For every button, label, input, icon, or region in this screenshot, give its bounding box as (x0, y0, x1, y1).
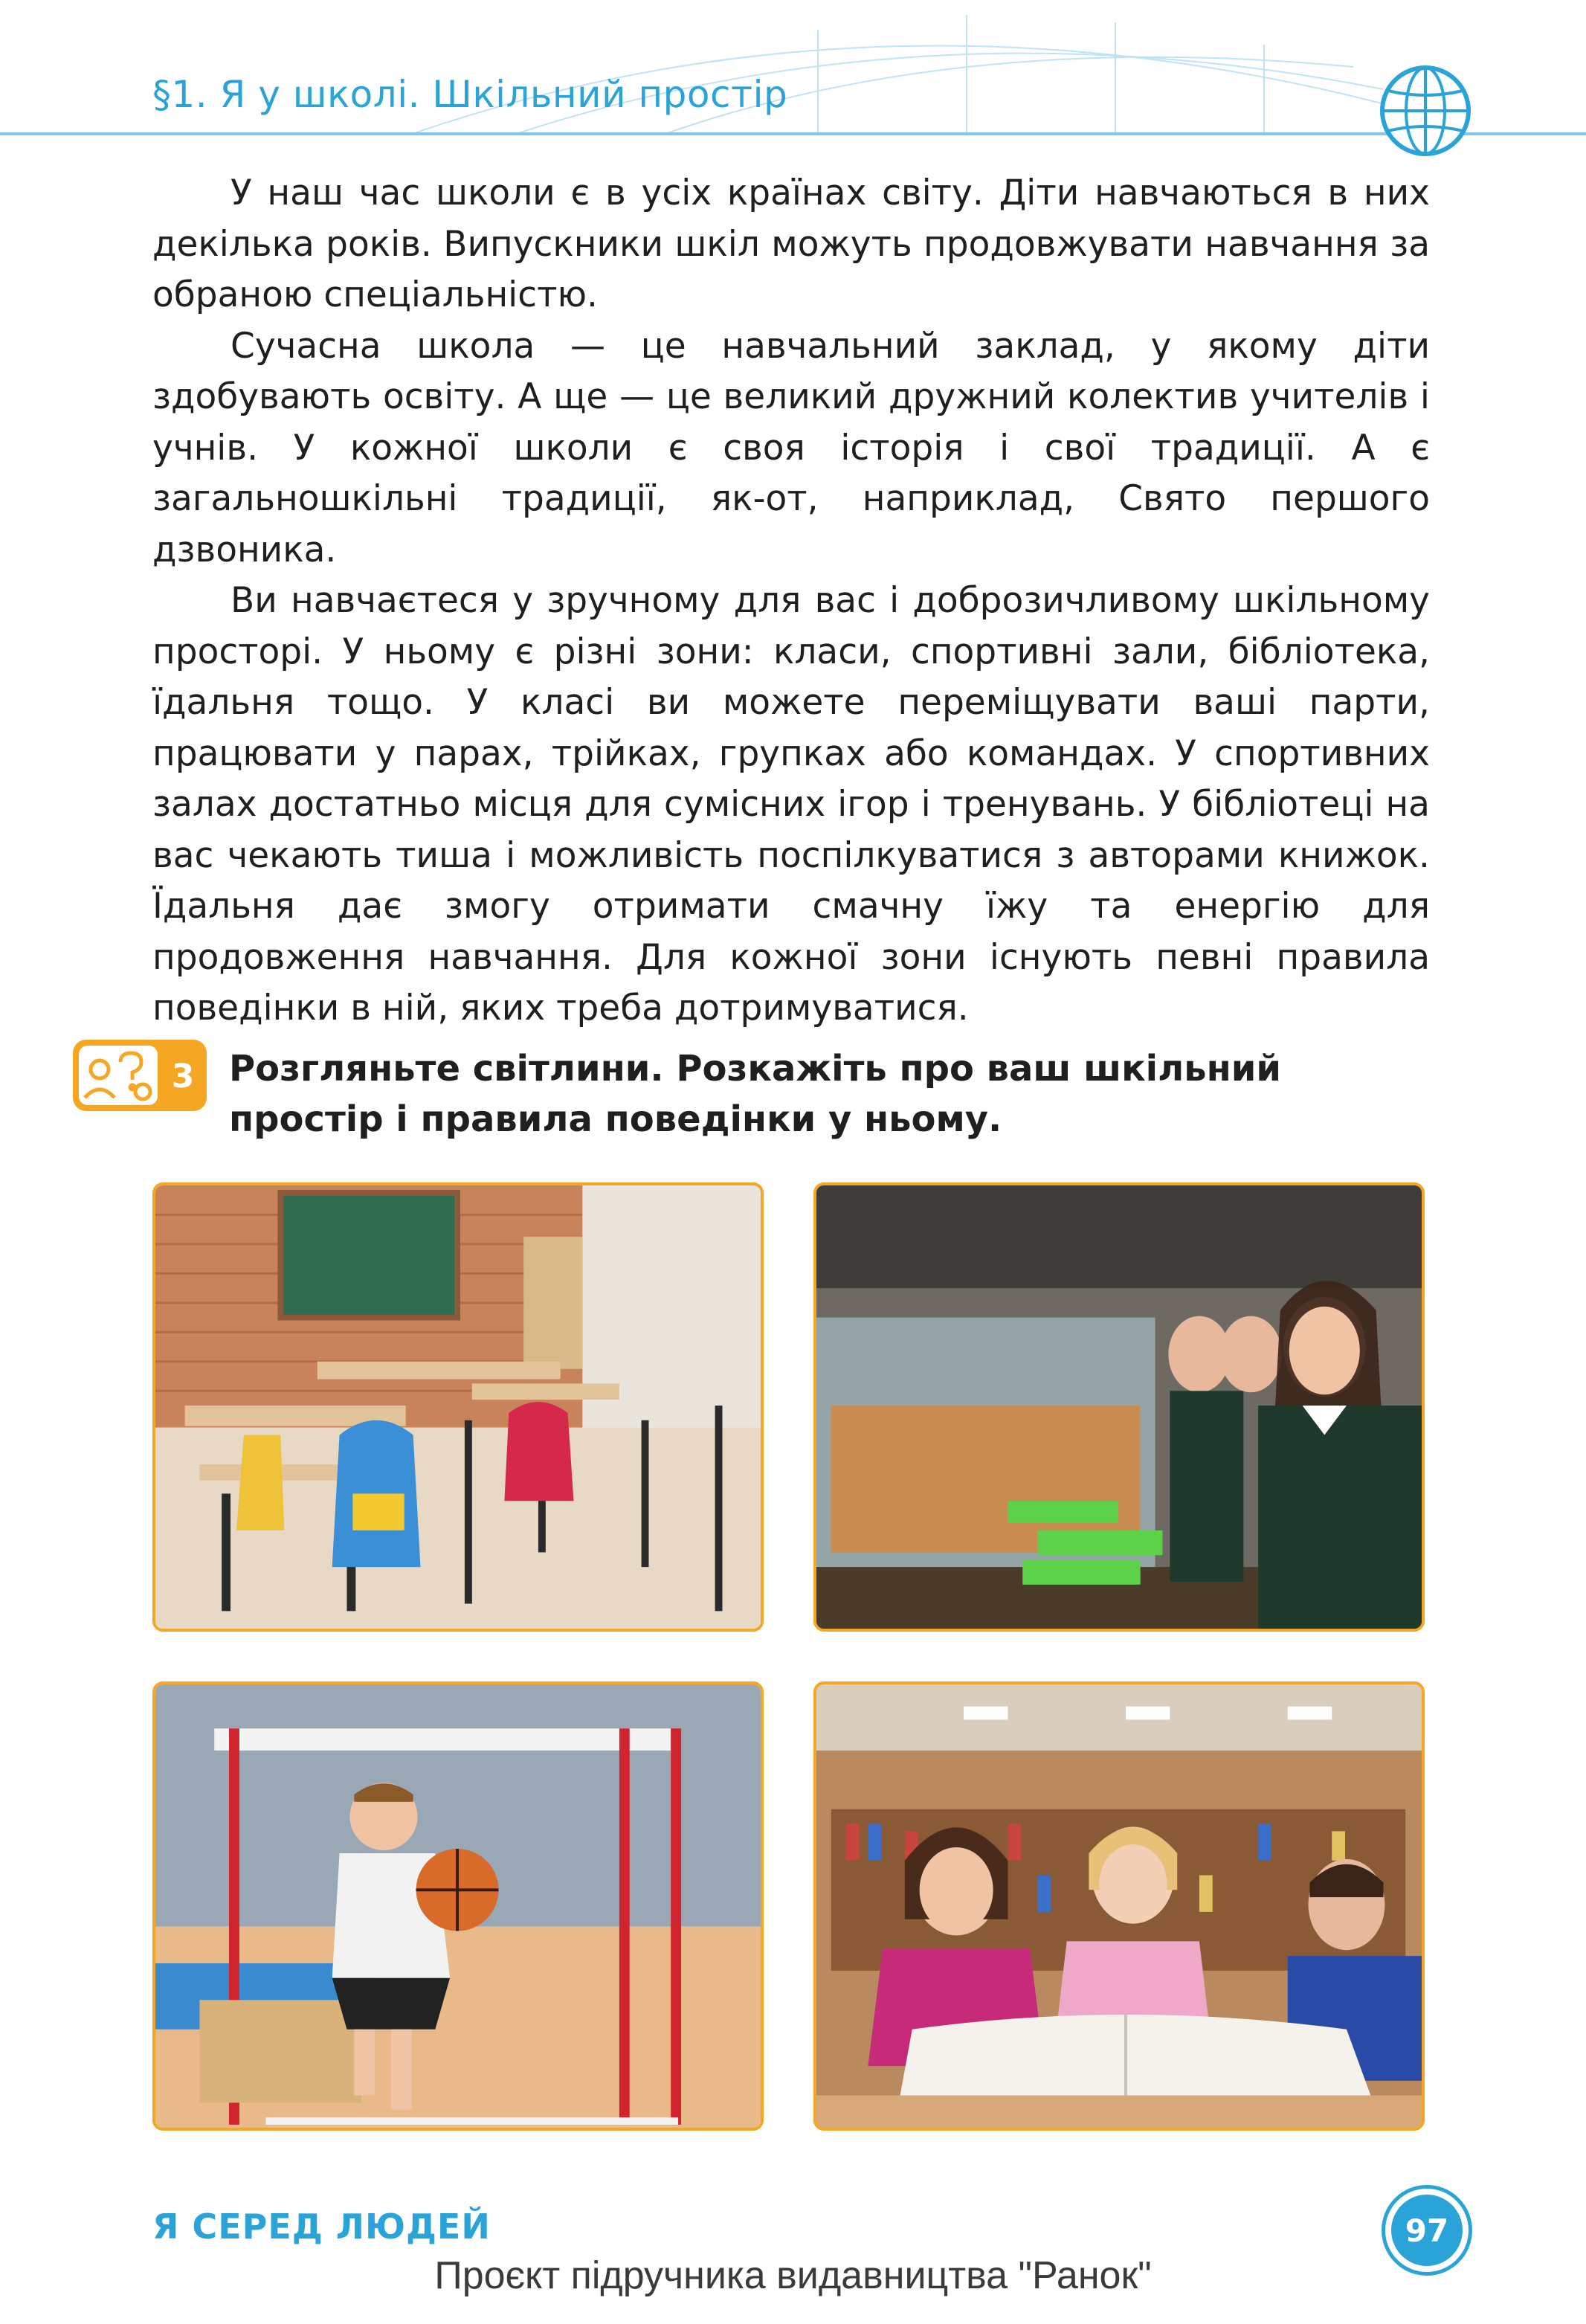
paragraph-1: У наш час школи є в усіх країнах світу. Діти навчаються в них декілька років. Випускники шкіл можуть продовжувати навчання за обраною спеціальністю. (152, 173, 1430, 315)
photo-cafeteria (813, 1182, 1425, 1632)
discussion-icon (71, 1038, 208, 1113)
publisher-note: Проєкт підручника видавництва "Ранок" (434, 2254, 1152, 2297)
body-text (152, 168, 1430, 1034)
photo-gym (152, 1681, 764, 2131)
paragraph-2: Сучасна школа — це навчальний заклад, у якому діти здобувають освіту. А ще — це великий дружний колектив учителів і учнів. У кожної школи є своя історія і свої традиції. А є загальношкільні традиції, як-от, наприклад, Свято першого дзвоника. (152, 325, 1430, 570)
paragraph-3: Ви навчаєтеся у зручному для вас і доброзичливому шкільному просторі. У ньому є різні зони: класи, спортивні зали, бібліотека, їдальня тощо. У класі ви можете переміщувати ваші парти, працювати у парах, трійках, групках або командах. У спортивних залах достатньо місця для сумісних ігор і тренувань. У бібліотеці на вас чекають тиша і можливість поспілкуватися з авторами книжок. Їдальня дає змогу отримати смачну їжу та енергію для продовження навчання. Для кожної зони існують певні правила поведінки в ній, яких треба дотримуватися. (152, 580, 1430, 1029)
task-text: Розгляньте світлини. Розкажіть про ваш шкільний простір і правила поведінки у ньому. (229, 1048, 1282, 1140)
globe-icon (1377, 62, 1474, 159)
page-header (0, 0, 1586, 149)
chapter-title: Я СЕРЕД ЛЮДЕЙ (152, 2206, 491, 2247)
task-badge (71, 1038, 208, 1113)
photo-classroom (152, 1182, 764, 1632)
section-title: §1. Я у школі. Шкільний простір (152, 73, 788, 116)
page-number: 97 (1391, 2195, 1463, 2266)
header-rule (0, 132, 1586, 135)
task-number: 3 (171, 1058, 195, 1095)
photo-library (813, 1681, 1425, 2131)
